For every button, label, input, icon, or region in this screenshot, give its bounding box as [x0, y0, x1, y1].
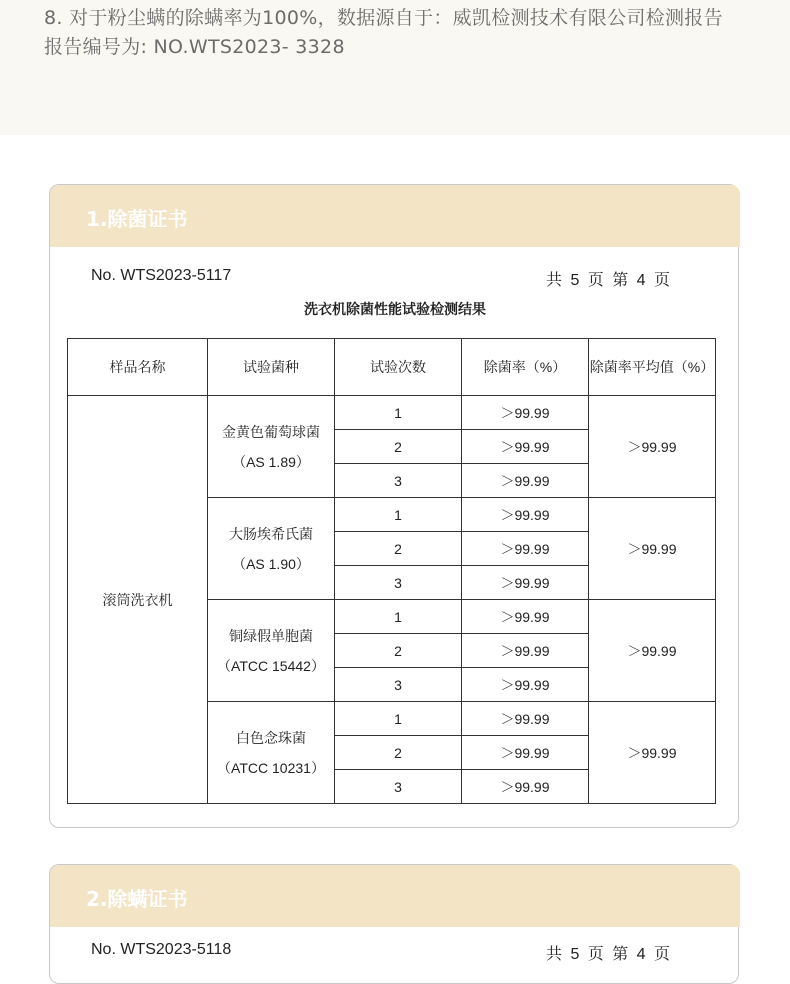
strain-code: （ATCC 15442）: [217, 657, 325, 674]
trial-number: 3: [335, 566, 462, 600]
page-info: 共 5 页 第 4 页: [546, 946, 671, 963]
trial-number: 1: [335, 702, 462, 736]
strain-cell: [208, 498, 335, 600]
strain-cell: [208, 396, 335, 498]
column-header: 样品名称: [68, 339, 208, 396]
column-header: 除菌率（%）: [462, 339, 589, 396]
strain-cell: [208, 600, 335, 702]
removal-rate: ＞99.99: [462, 532, 589, 566]
trial-number: 3: [335, 668, 462, 702]
report-number: No. WTS2023-5117: [91, 267, 232, 284]
table-row: [68, 396, 716, 430]
strain-code: （AS 1.90）: [232, 555, 310, 572]
average-rate: ＞99.99: [589, 600, 716, 702]
column-header: 试验次数: [335, 339, 462, 396]
average-rate: ＞99.99: [589, 702, 716, 804]
note-line-2: 报告编号为: NO.WTS2023- 3328: [44, 36, 345, 58]
card-title: 2.除螨证书: [86, 887, 188, 911]
sample-name-cell: 滚筒洗衣机: [68, 396, 208, 804]
antibacterial-certificate-card: [49, 184, 739, 828]
column-header: 除菌率平均值（%）: [589, 339, 716, 396]
removal-rate: ＞99.99: [462, 770, 589, 804]
removal-rate: ＞99.99: [462, 634, 589, 668]
trial-number: 1: [335, 396, 462, 430]
card-header: [50, 185, 740, 247]
removal-rate: ＞99.99: [462, 736, 589, 770]
column-header: 试验菌种: [208, 339, 335, 396]
trial-number: 3: [335, 464, 462, 498]
strain-cell: [208, 702, 335, 804]
mite-removal-certificate-card: [49, 864, 739, 984]
trial-number: 1: [335, 498, 462, 532]
average-rate: ＞99.99: [589, 396, 716, 498]
trial-number: 1: [335, 600, 462, 634]
average-rate: ＞99.99: [589, 498, 716, 600]
strain-code: （ATCC 10231）: [217, 759, 325, 776]
removal-rate: ＞99.99: [462, 430, 589, 464]
removal-rate: ＞99.99: [462, 600, 589, 634]
page-info: 共 5 页 第 4 页: [546, 272, 671, 289]
card-title: 1.除菌证书: [86, 207, 188, 231]
trial-number: 2: [335, 430, 462, 464]
table-header-row: [68, 339, 716, 396]
strain-name: 铜绿假单胞菌: [229, 627, 313, 644]
trial-number: 3: [335, 770, 462, 804]
strain-name: 大肠埃希氏菌: [229, 525, 313, 542]
removal-rate: ＞99.99: [462, 566, 589, 600]
report-title: 洗衣机除菌性能试验检测结果: [304, 302, 486, 318]
note-line-1: 8. 对于粉尘螨的除螨率为100%，数据源自于：威凯检测技术有限公司检测报告: [44, 7, 723, 29]
removal-rate: ＞99.99: [462, 396, 589, 430]
removal-rate: ＞99.99: [462, 702, 589, 736]
card-header: [50, 865, 740, 927]
strain-name: 金黄色葡萄球菌: [222, 423, 320, 440]
trial-number: 2: [335, 736, 462, 770]
removal-rate: ＞99.99: [462, 668, 589, 702]
note-section: [0, 0, 790, 135]
trial-number: 2: [335, 634, 462, 668]
strain-code: （AS 1.89）: [232, 453, 310, 470]
strain-name: 白色念珠菌: [236, 729, 306, 746]
report-number: No. WTS2023-5118: [91, 941, 232, 958]
trial-number: 2: [335, 532, 462, 566]
removal-rate: ＞99.99: [462, 498, 589, 532]
removal-rate: ＞99.99: [462, 464, 589, 498]
results-table: [67, 338, 716, 804]
